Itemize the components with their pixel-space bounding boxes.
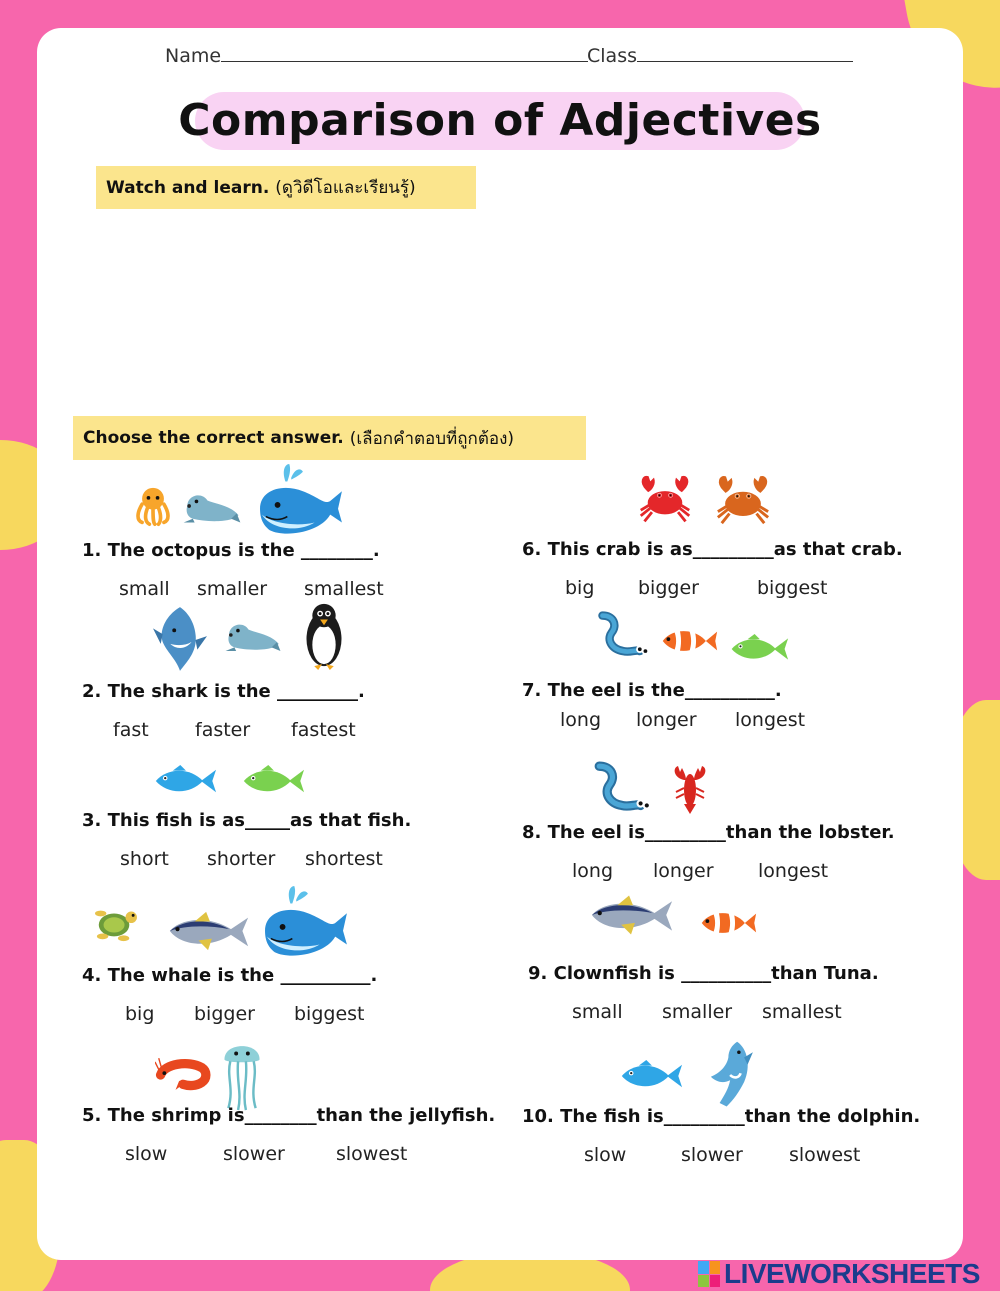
option-button[interactable]: faster [195,719,251,741]
brand-mark-icon [698,1261,720,1287]
choose-bold: Choose the correct answer. [83,428,344,448]
name-blank[interactable] [221,46,588,62]
page-title: Comparison of Adjectives [178,95,822,146]
option-button[interactable]: smaller [662,1001,733,1023]
shark-icon [153,604,207,674]
jellyfish-icon [220,1034,264,1112]
question-5: 5. The shrimp is________than the jellyfish. [82,1105,496,1126]
option-button[interactable]: small [572,1001,623,1023]
question-1: 1. The octopus is the ________. [82,540,380,561]
clownfish-icon [698,906,758,940]
dolphin-icon [706,1040,756,1110]
option-button[interactable]: longer [636,709,697,731]
question-3: 3. This fish is as_____as that fish. [82,810,412,831]
question-9: 9. Clownfish is __________than Tuna. [528,963,879,984]
option-button[interactable]: small [119,578,170,600]
red-crab-icon [637,472,693,526]
octopus-icon [133,485,173,527]
green-fish-icon [240,765,306,797]
question-4: 4. The whale is the __________. [82,965,378,986]
choose-thai: (เลือกคำตอบที่ถูกต้อง) [349,428,515,449]
brand-name: LIVEWORKSHEETS [724,1258,980,1289]
question-7: 7. The eel is the__________. [522,680,782,701]
option-button[interactable]: biggest [294,1003,365,1025]
class-label: Class [587,45,637,67]
penguin-icon [302,600,346,670]
option-button[interactable]: slow [584,1144,627,1166]
name-label: Name [165,45,222,67]
option-button[interactable]: smallest [304,578,384,600]
option-button[interactable]: biggest [757,577,828,599]
option-button[interactable]: big [125,1003,155,1025]
option-button[interactable]: long [560,709,602,731]
choose-section-label [73,416,586,460]
eel-icon [590,760,654,822]
seal-icon [222,614,284,656]
option-button[interactable]: longer [653,860,714,882]
liveworksheets-logo[interactable] [698,1258,980,1290]
clownfish-icon [659,624,719,658]
question-8: 8. The eel is_________than the lobster. [522,822,895,843]
option-button[interactable]: shortest [305,848,383,870]
eel-icon [594,610,652,666]
watch-bold: Watch and learn. [106,177,270,198]
option-button[interactable]: shorter [207,848,276,870]
question-2: 2. The shark is the _________. [82,681,365,702]
tuna-icon [165,910,253,952]
option-button[interactable]: bigger [638,577,699,599]
orange-crab-icon [714,472,772,528]
option-button[interactable]: big [565,577,595,599]
option-button[interactable]: longest [735,709,806,731]
option-button[interactable]: smaller [197,578,268,600]
watch-section-label [96,166,476,209]
class-blank[interactable] [637,46,853,62]
blue-fish-icon [152,765,218,797]
turtle-icon [90,902,140,944]
option-button[interactable]: slowest [789,1144,861,1166]
video-area[interactable] [96,215,904,395]
class-field[interactable] [587,45,853,67]
whale-icon [255,462,345,540]
shrimp-icon [155,1058,211,1092]
tuna-icon [588,892,676,938]
option-button[interactable]: short [120,848,169,870]
option-button[interactable]: bigger [194,1003,255,1025]
blue-fish-icon [618,1060,684,1092]
option-button[interactable]: fast [113,719,149,741]
option-button[interactable]: fastest [291,719,356,741]
green-fish-icon [726,634,792,664]
whale-icon [260,884,350,962]
option-button[interactable]: slower [681,1144,743,1166]
seal-icon [180,485,244,527]
option-button[interactable]: slowest [336,1143,408,1165]
option-button[interactable]: slower [223,1143,285,1165]
option-button[interactable]: long [572,860,614,882]
watch-thai: (ดูวิดีโอและเรียนรู้) [275,178,416,198]
question-10: 10. The fish is_________than the dolphin. [522,1106,921,1127]
name-field[interactable] [165,45,588,67]
option-button[interactable]: longest [758,860,829,882]
lobster-icon [670,764,710,814]
option-button[interactable]: smallest [762,1001,842,1023]
option-button[interactable]: slow [125,1143,168,1165]
question-6: 6. This crab is as_________as that crab. [522,539,903,560]
